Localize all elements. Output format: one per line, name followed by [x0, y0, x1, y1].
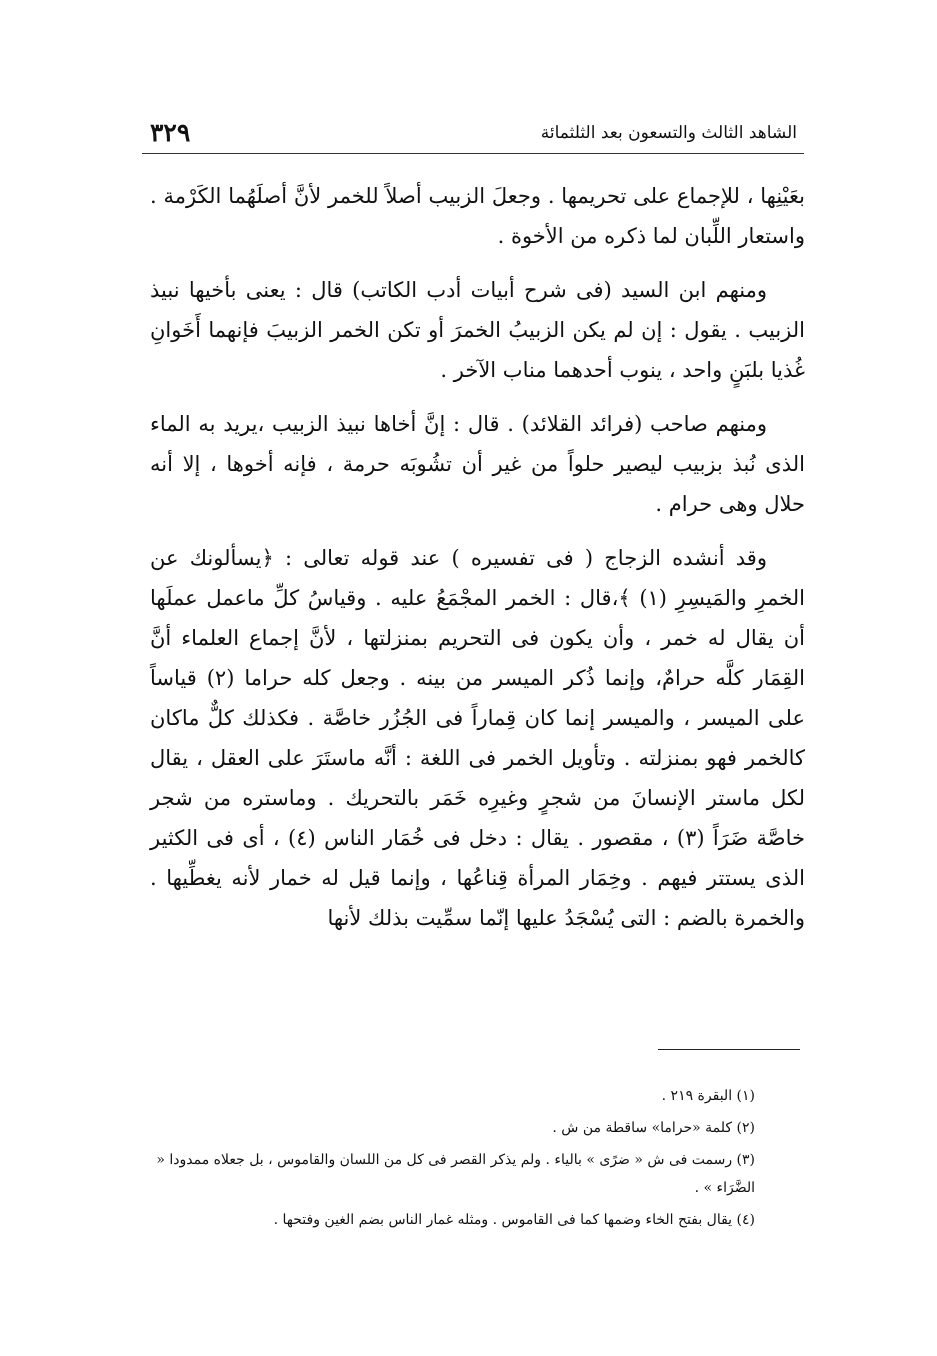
- footnote-3: (٣) رسمت فى ش « ضرًى » بالياء . ولم يذكر القصر فى كل من اللسان والقاموس ، بل جعلاه ممدودا « الضَّرَاء » .: [156, 1152, 755, 1196]
- paragraph-1: بعَيْنِها ، للإجماع على تحريمها . وجعلَ الزبيب أصلاً للخمر لأنَّ أصلَهُما الكَرْمة . واستعار اللِّبان لما ذكره من الأخوة .: [150, 184, 805, 248]
- paragraph-2: ومنهم ابن السيد (فى شرح أبيات أدب الكاتب) قال : يعنى بأخيها نبيذ الزبيب . يقول : إن لم يكن الزبيبُ الخمرَ أو تكن الخمر الزبيبَ فإنهما أَخَوانِ غُذيا بلبَنٍ واحد ، ينوب أحدهما مناب الآخر .: [150, 278, 805, 382]
- footnote-rule: [658, 1049, 800, 1050]
- footnotes: [150, 1082, 805, 1238]
- main-text: [150, 176, 805, 952]
- footnote-2: (٢) كلمة «حراما» ساقطة من ش .: [552, 1120, 755, 1136]
- paragraph-4: وقد أنشده الزجاج ( فى تفسيره ) عند قوله تعالى : ﴿يسألونك عن الخمرِ والمَيسِرِ (١) ﴾،قال : الخمر المجْمَعُ عليه . وقياسُ كلِّ ماعمل عملَها أن يقال له خمر ، وأن يكون فى التحريم بمنزلتها ، لأنَّ إجماع العلماء أنَّ القِمَار كلَّه حرامٌ، وإنما ذُكر الميسر من بينه . وجعل كله حراما (٢) قياساً على الميسر ، والميسر إنما كان قِماراً فى الجُزُر خاصَّة . فكذلك كلٌّ ماكان كالخمر فهو بمنزلته . وتأويل الخمر فى اللغة : أنَّه ماستَرَ على العقل ، يقال لكل ماستر الإنسانَ من شجرٍ وغيرِه خَمَر بالتحريك . وماستره من شجر خاصَّة ضَرَاً (٣) ، مقصور . يقال : دخل فى خُمَار الناس (٤) ، أى فى الكثير الذى يستتر فيهم . وخِمَار المرأة قِناعُها ، وإنما قيل له خمار لأنه يغطِّيها . والخمرة بالضم : التى يُسْجَدُ عليها إنّما سمِّيت بذلك لأنها: [150, 546, 805, 930]
- running-title: الشاهد الثالث والتسعون بعد الثلثمائة: [540, 123, 797, 143]
- page-header: [150, 112, 797, 146]
- paragraph-3: ومنهم صاحب (فرائد القلائد) . قال : إنَّ أخاها نبيذ الزبيب ،يريد به الماء الذى نُبذ بزبيب ليصير حلواً من غير أن تشُوبَه حرمة ، فإنه أخوها ، إلا أنه حلال وهى حرام .: [150, 412, 805, 516]
- footnote-1: (١) البقرة ٢١٩ .: [661, 1088, 755, 1104]
- header-rule: [142, 153, 804, 154]
- footnote-4: (٤) يقال بفتح الخاء وضمها كما فى القاموس . ومثله غمار الناس بضم الغين وفتحها .: [273, 1212, 755, 1228]
- page-number: ٣٢٩: [150, 118, 191, 147]
